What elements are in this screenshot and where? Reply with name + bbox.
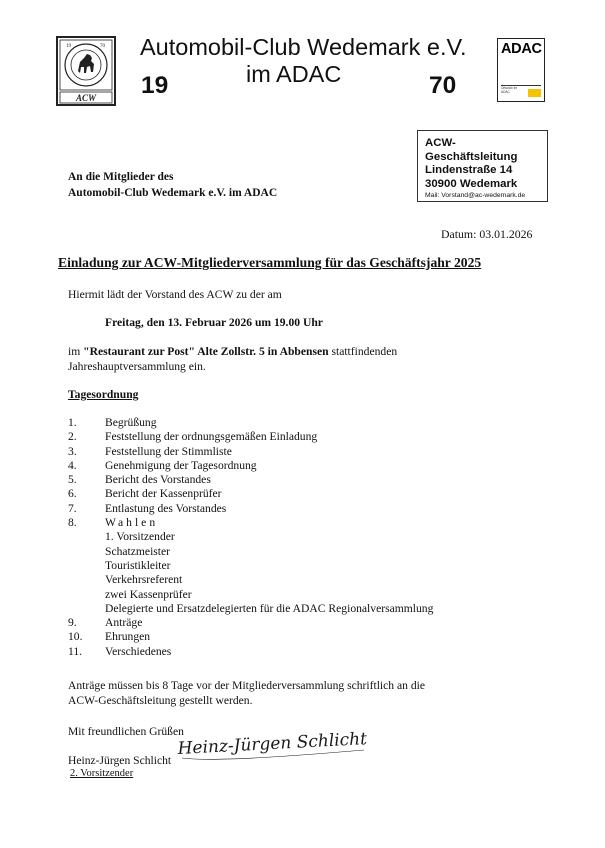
address-mail: Mail: Vorstand@ac-wedemark.de [425, 192, 526, 200]
notice-text [68, 679, 425, 708]
agenda-item-text: Schatzmeister [105, 544, 171, 558]
adac-logo-yellow-mark [528, 89, 541, 97]
recipient-line1: An die Mitglieder des [68, 171, 174, 183]
svg-text:70: 70 [100, 44, 105, 49]
svg-text:ACW: ACW [75, 93, 97, 103]
agenda-item-text: Genehmigung der Tagesordnung [105, 458, 257, 472]
agenda-item-text: Delegierte und Ersatzdelegierten für die ADAC Regionalversammlung [105, 601, 434, 615]
intro-text: Hiermit lädt der Vorstand des ACW zu der am [68, 288, 282, 301]
agenda-item-text: Bericht der Kassenprüfer [105, 487, 222, 501]
agenda-item-text: Anträge [105, 616, 143, 630]
agenda-item-text: Touristikleiter [105, 558, 171, 572]
closing-greeting: Mit freundlichen Grüßen [68, 725, 184, 738]
svg-text:19: 19 [66, 44, 71, 49]
agenda-item-number: 4. [68, 458, 77, 472]
recipient-line2: Automobil-Club Wedemark e.V. im ADAC [68, 186, 278, 199]
letter-date: Datum: 03.01.2026 [441, 227, 533, 241]
adac-logo-wordmark: ADAC [501, 41, 542, 57]
agenda-item-number: 3. [68, 444, 77, 458]
agenda-item-text: Ehrungen [105, 630, 151, 644]
venue-name: "Restaurant zur Post" Alte Zollstr. 5 in Abbensen [83, 345, 329, 358]
acw-logo [56, 36, 116, 106]
notice-line2: ACW-Geschäftsleitung gestellt werden. [68, 693, 253, 707]
address-city: 30900 Wedemark [425, 177, 518, 190]
agenda-item-number: 10. [68, 630, 83, 644]
agenda-item-number: 2. [68, 430, 77, 444]
agenda-item-text: 1. Vorsitzender [105, 530, 175, 544]
agenda-item-text: Verkehrsreferent [105, 573, 183, 587]
agenda-item-number: 7. [68, 501, 77, 515]
meeting-date-time: Freitag, den 13. Februar 2026 um 19.00 Uhr [105, 316, 323, 329]
notice-line1: Anträge müssen bis 8 Tage vor der Mitgliederversammlung schriftlich an die [68, 679, 425, 692]
agenda-item-text: Feststellung der Stimmliste [105, 444, 232, 458]
venue-suffix: stattfindenden [328, 345, 398, 358]
agenda-item-number: 8. [68, 516, 77, 530]
agenda-item-text: zwei Kassenprüfer [105, 587, 192, 601]
address-street: Lindenstraße 14 [425, 164, 513, 177]
adac-logo-subtitle: Ortsclub im ADAC [501, 86, 518, 94]
venue-line2: Jahreshauptversammlung ein. [68, 359, 206, 373]
club-name-line2: im ADAC [246, 61, 342, 87]
founding-year-right: 70 [429, 72, 457, 99]
letter-subject: Einladung zur ACW-Mitgliederversammlung für das Geschäftsjahr 2025 [58, 255, 482, 270]
agenda-heading: Tagesordnung [68, 388, 139, 401]
agenda-item-text: Begrüßung [105, 416, 157, 429]
agenda-item-number: 5. [68, 473, 77, 487]
agenda-item-number: 6. [68, 487, 77, 501]
signer-name: Heinz-Jürgen Schlicht [68, 754, 172, 767]
agenda-item-number: 1. [68, 416, 77, 429]
agenda-item-number: 11. [68, 644, 83, 658]
agenda-item-text: Entlastung des Vorstandes [105, 501, 227, 515]
agenda-item-text: Wahlen [105, 516, 159, 530]
agenda-item-text: Feststellung der ordnungsgemäßen Einladung [105, 430, 318, 444]
agenda-item-number: 9. [68, 616, 77, 630]
agenda-item-text: Bericht des Vorstandes [105, 473, 211, 487]
address-line1: ACW- [425, 137, 456, 149]
sender-address-box [417, 130, 548, 202]
meeting-venue [68, 345, 397, 374]
signature-text: Heinz-Jürgen Schlicht [177, 729, 368, 759]
address-line2: Geschäftsleitung [425, 150, 518, 163]
agenda-item-text: Verschiedenes [105, 644, 172, 658]
adac-logo [497, 38, 545, 102]
signer-role: 2. Vorsitzender [70, 768, 134, 779]
recipient-block [68, 170, 277, 201]
handwritten-signature [174, 728, 374, 770]
venue-prefix: im [68, 345, 84, 358]
club-name-line1: Automobil-Club Wedemark e.V. [140, 34, 467, 60]
founding-year-left: 19 [141, 72, 169, 99]
